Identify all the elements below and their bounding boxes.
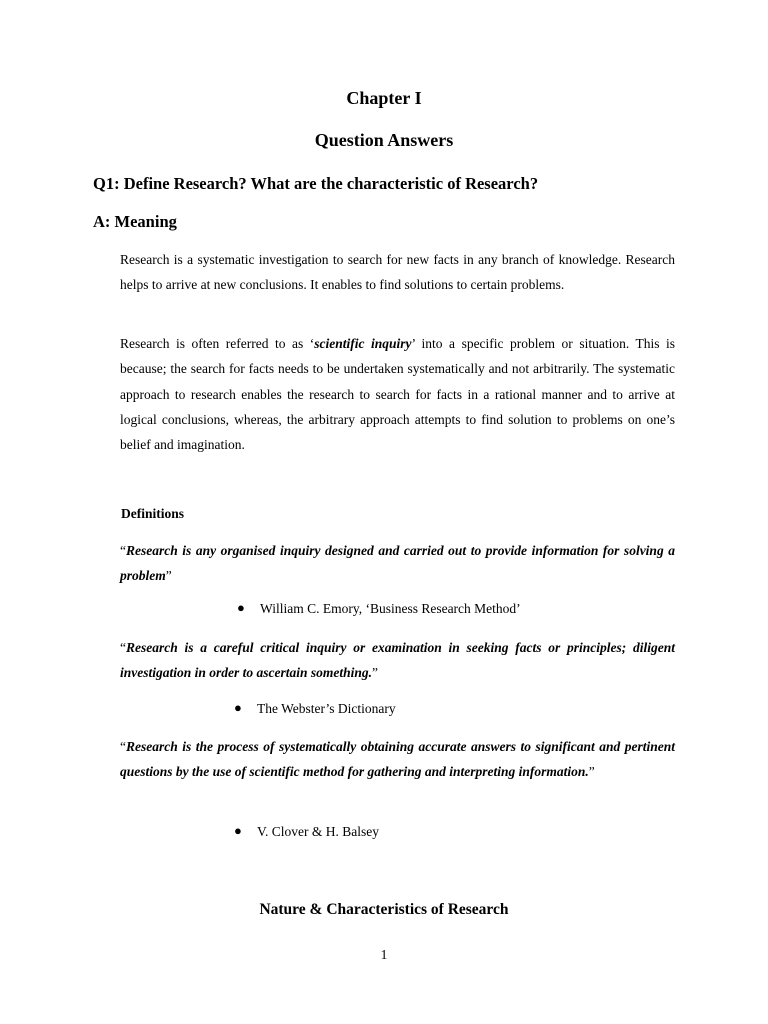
meaning-paragraph-1: Research is a systematic investigation to search for new facts in any branch of knowledge. Research helps to arrive at new conclusions. It enables to find solutions to certain problems. [120, 252, 675, 293]
close-quote: ” [165, 568, 172, 584]
definition-text: Research is a careful critical inquiry or examination in seeking facts or principles; diligent investigation in order to ascertain something. [120, 640, 675, 681]
definition-text: Research is the process of systematically obtaining accurate answers to significant and pertinent questions by the use of scientific method for gathering and interpreting information. [120, 739, 675, 780]
bullet-icon: ● [234, 823, 242, 838]
definition-quote-1 [120, 538, 675, 589]
section-title: Question Answers [314, 130, 454, 150]
paragraph-2-lead: Research is often referred to as ‘ [120, 336, 315, 351]
bullet-icon: ● [237, 600, 245, 615]
close-quote: ” [588, 764, 595, 780]
definition-text: Research is any organised inquiry designed and carried out to provide information for solving a problem [120, 543, 675, 584]
definitions-heading: Definitions [121, 506, 185, 521]
definition-quote-2 [120, 635, 675, 686]
source-text: William C. Emory, ‘Business Research Method’ [260, 601, 521, 616]
paragraph-2-rest: ’ into a specific problem or situation. This is because; the search for facts needs to be undertaken systematically and not arbitrarily. The systematic approach to research enables the research to search for facts in a rational manner and to arrive at logical conclusions, whereas, the arbitrary approach attempts to find solution to problems on one’s belief and imagination. [120, 336, 675, 453]
page-number: 1 [380, 947, 388, 962]
question-heading: Q1: Define Research? What are the characteristic of Research? [93, 174, 539, 193]
meaning-paragraph-2 [120, 331, 675, 457]
bullet-icon: ● [234, 700, 242, 715]
chapter-title: Chapter I [346, 88, 422, 108]
open-quote: “ [120, 739, 126, 754]
open-quote: “ [120, 543, 126, 558]
nature-characteristics-heading: Nature & Characteristics of Research [259, 901, 509, 918]
answer-heading: A: Meaning [93, 212, 177, 231]
open-quote: “ [120, 640, 126, 655]
definition-quote-3 [120, 734, 675, 785]
scientific-inquiry-emphasis: scientific inquiry [314, 336, 412, 351]
source-text: V. Clover & H. Balsey [257, 824, 379, 839]
close-quote: ” [372, 665, 379, 681]
source-text: The Webster’s Dictionary [257, 701, 396, 716]
